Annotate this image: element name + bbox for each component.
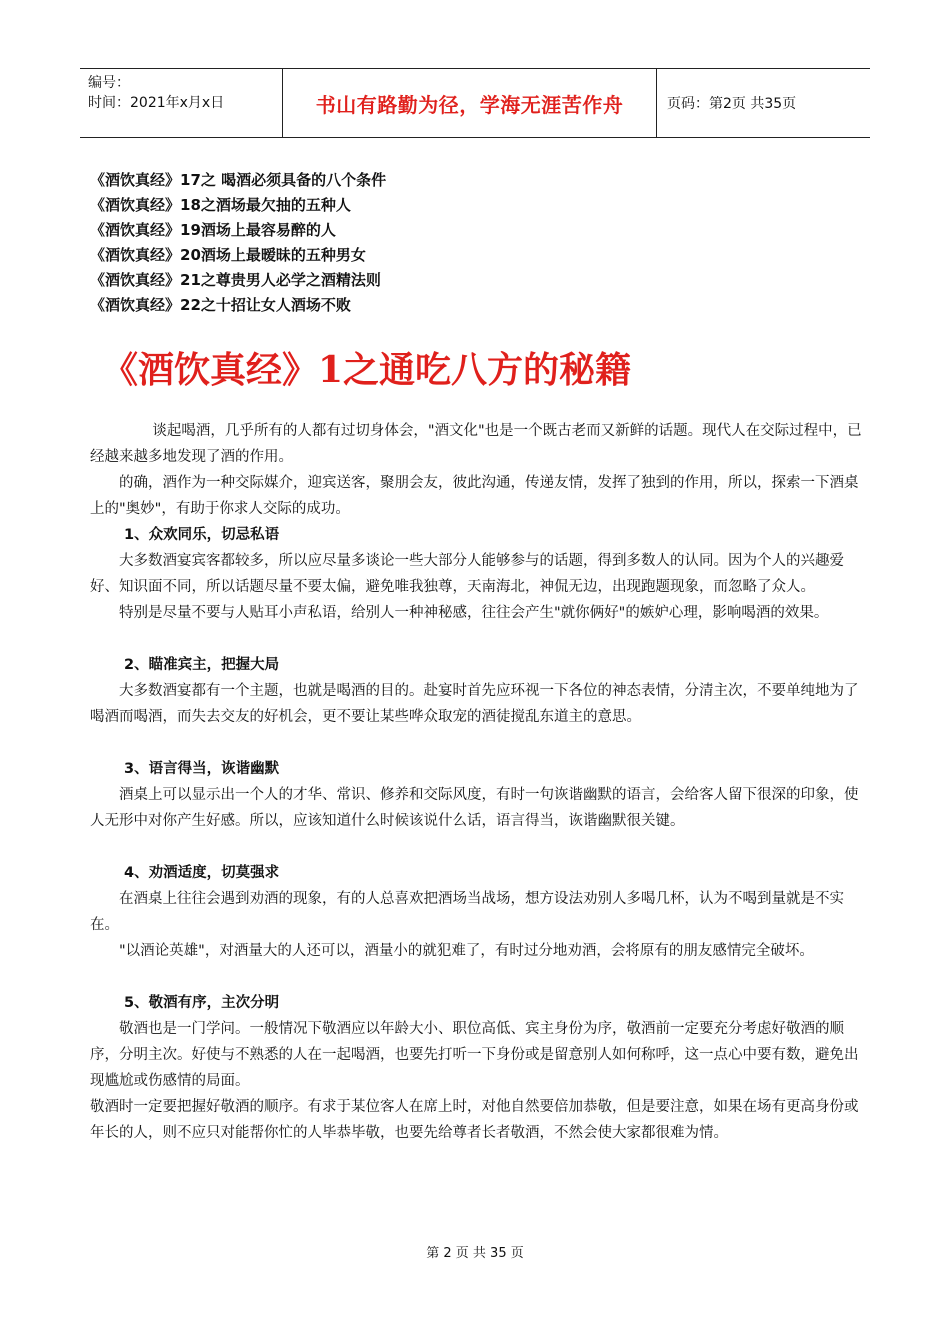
section-paragraph: 酒桌上可以显示出一个人的才华、常识、修养和交际风度，有时一句诙谐幽默的语言，会给客人留下很深的印象，使人无形中对你产生好感。所以，应该知道什么时候该说什么话，语言得当，诙谐幽默很关键。	[90, 787, 859, 829]
toc-item: 《酒饮真经》17之 喝酒必须具备的八个条件	[90, 171, 387, 189]
section-paragraph: 特别是尽量不要与人贴耳小声私语，给别人一种神秘感，往往会产生"就你俩好"的嫉妒心理，影响喝酒的效果。	[119, 605, 829, 621]
intro-paragraph: 谈起喝酒，几乎所有的人都有过切身体会，"酒文化"也是一个既古老而又新鲜的话题。现代人在交际过程中，已经越来越多地发现了酒的作用。	[90, 423, 862, 465]
toc-item: 《酒饮真经》22之十招让女人酒场不败	[90, 296, 351, 314]
intro-paragraph: 的确，酒作为一种交际媒介，迎宾送客，聚朋会友，彼此沟通，传递友情，发挥了独到的作用，所以，探索一下酒桌上的"奥妙"，有助于你求人交际的成功。	[90, 475, 859, 517]
section-heading: 5、敬酒有序，主次分明	[124, 995, 280, 1011]
time-label: 时间：2021年x月x日	[88, 95, 225, 111]
article-title: 《酒饮真经》1之通吃八方的秘籍	[102, 349, 632, 391]
section-heading: 1、众欢同乐，切忌私语	[124, 527, 280, 543]
section-paragraph: 大多数酒宴宾客都较多，所以应尽量多谈论一些大部分人能够参与的话题，得到多数人的认同。因为个人的兴趣爱好、知识面不同，所以话题尽量不要太偏，避免唯我独尊，天南海北，神侃无边，出现跑题现象，而忽略了众人。	[90, 553, 844, 595]
section-paragraph: 在酒桌上往往会遇到劝酒的现象，有的人总喜欢把酒场当战场，想方设法劝别人多喝几杯，认为不喝到量就是不实在。	[90, 891, 844, 933]
toc-item: 《酒饮真经》19酒场上最容易醉的人	[90, 221, 336, 239]
serial-label: 编号：	[88, 75, 130, 91]
page-header	[80, 68, 870, 138]
section-heading: 2、瞄准宾主，把握大局	[124, 657, 280, 673]
header-page-info: 页码：第2页 共35页	[667, 96, 797, 112]
article-body	[90, 418, 862, 1146]
section-heading: 3、语言得当，诙谐幽默	[124, 761, 280, 777]
toc-item: 《酒饮真经》18之酒场最欠抽的五种人	[90, 196, 351, 214]
section-heading: 4、劝酒适度，切莫强求	[124, 865, 280, 881]
header-motto: 书山有路勤为径，学海无涯苦作舟	[315, 92, 624, 117]
toc-list	[90, 168, 590, 318]
header-meta	[80, 69, 282, 137]
toc-item: 《酒饮真经》21之尊贵男人必学之酒精法则	[90, 271, 381, 289]
section-paragraph: 敬酒时一定要把握好敬酒的顺序。有求于某位客人在席上时，对他自然要倍加恭敬，但是要注意，如果在场有更高身份或年长的人，则不应只对能帮你忙的人毕恭毕敬，也要先给尊者长者敬酒，不然会使大家都很难为情。	[90, 1099, 859, 1141]
section-paragraph: 敬酒也是一门学问。一般情况下敬酒应以年龄大小、职位高低、宾主身份为序，敬酒前一定要充分考虑好敬酒的顺序，分明主次。好使与不熟悉的人在一起喝酒，也要先打听一下身份或是留意别人如何称呼，这一点心中要有数，避免出现尴尬或伤感情的局面。	[90, 1021, 859, 1089]
section-paragraph: 大多数酒宴都有一个主题，也就是喝酒的目的。赴宴时首先应环视一下各位的神态表情，分清主次，不要单纯地为了喝酒而喝酒，而失去交友的好机会，更不要让某些哗众取宠的酒徒搅乱东道主的意思。	[90, 683, 859, 725]
page-footer: 第 2 页 共 35 页	[426, 1246, 524, 1261]
section-paragraph: "以酒论英雄"，对酒量大的人还可以，酒量小的就犯难了，有时过分地劝酒，会将原有的朋友感情完全破坏。	[119, 943, 814, 959]
toc-item: 《酒饮真经》20酒场上最暧昧的五种男女	[90, 246, 366, 264]
